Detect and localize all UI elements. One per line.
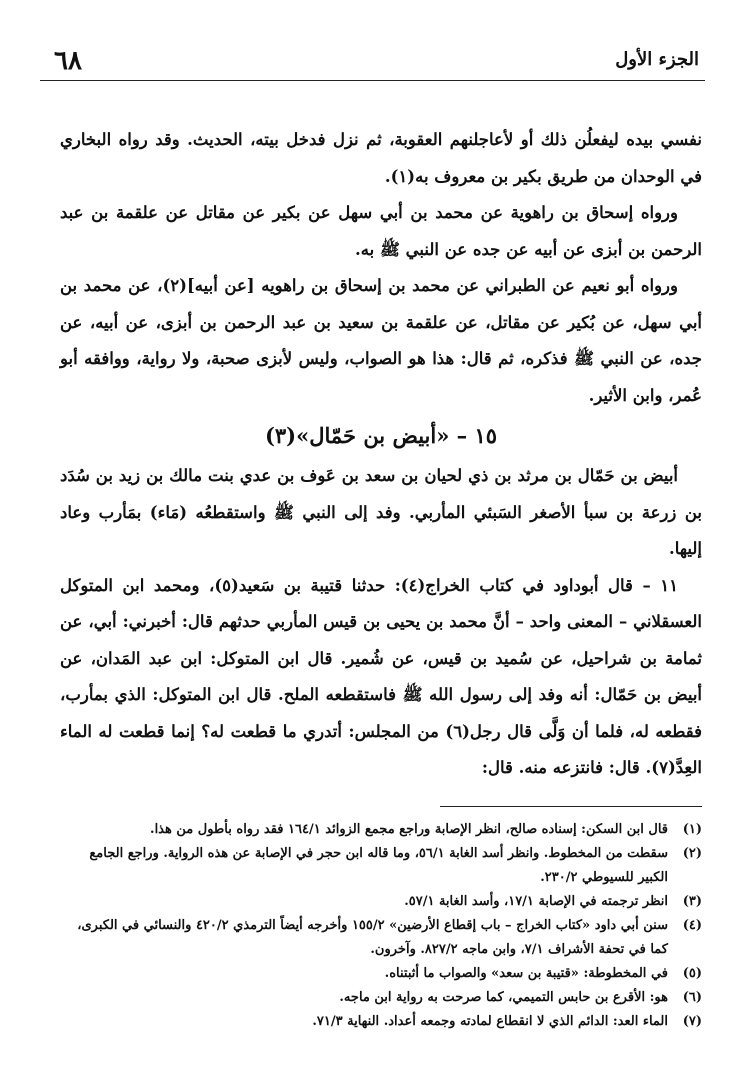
footnote-item bbox=[60, 914, 702, 962]
footnote-number: (٤) bbox=[682, 918, 702, 933]
footnote-number: (٦) bbox=[682, 990, 702, 1005]
footnote-item bbox=[60, 986, 702, 1010]
footnote-text: قال ابن السكن: إسناده صالح، انظر الإصابة وراجع مجمع الزوائد ١٦٤/١ فقد رواه بأطول من هذا. bbox=[150, 822, 668, 837]
footnote-number: (٧) bbox=[682, 1014, 702, 1029]
footnote-item bbox=[60, 818, 702, 842]
footnote-item bbox=[60, 842, 702, 890]
footnote-number: (٢) bbox=[682, 846, 702, 861]
running-title: الجزء الأول bbox=[615, 49, 699, 70]
footnote-text: سنن أبي داود «كتاب الخراج – باب إقطاع الأرضين» ١٥٥/٢ وأخرجه أيضاً الترمذي ٤٢٠/٢ والنسائي في الكبرى، كما في تحفة الأشراف ٧/١، وابن ماجه ٨٢٧/٢. وآخرون. bbox=[77, 918, 668, 957]
footnote-text: الماء العد: الدائم الذي لا انقطاع لمادته وجمعه أعداد. النهاية ٧١/٣. bbox=[312, 1014, 668, 1029]
footnote-text: هو: الأقرع بن حابس التميمي، كما صرحت به رواية ابن ماجه. bbox=[339, 990, 668, 1005]
main-text bbox=[60, 122, 702, 787]
footnote-text: انظر ترجمته في الإصابة ١٧/١، وأسد الغابة ٥٧/١. bbox=[404, 894, 668, 909]
footnote-text: سقطت من المخطوط. وانظر أسد الغابة ٥٦/١، وما قاله ابن حجر في الإصابة عن هذه الرواية. وراجع الجامع الكبير للسيوطي ٢٣٠/٢. bbox=[89, 846, 668, 885]
footnote-item bbox=[60, 962, 702, 986]
page-header bbox=[40, 40, 705, 81]
footnote-divider bbox=[440, 806, 702, 807]
footnote-number: (٣) bbox=[682, 894, 702, 909]
paragraph-hadith-end: نفسي بيده ليفعلُن ذلك أو لأعاجلنهم العقوبة، ثم نزل فدخل بيته، الحديث. وقد رواه البخاري في الوحدان من طريق بكير بن معروف به(١). bbox=[60, 130, 702, 186]
paragraph-biography: أبيض بن حَمّال بن مرثد بن ذي لحيان بن سعد بن عَوف بن عدي بنت مالك بن زيد بن سُدَد بن زرعة بن سبأ الأصغر السَبئي المأربي. وفد إلى النبي ﷺ واستقطعُه (مَاء) بمَأرب وعاد إليها. bbox=[60, 466, 702, 558]
footnotes bbox=[60, 818, 702, 1034]
paragraph-ishaq-narration: ورواه إسحاق بن راهوية عن محمد بن أبي سهل عن بكير عن مقاتل عن علقمة بن عبد الرحمن بن أبزى عن أبيه عن جده عن النبي ﷺ به. bbox=[60, 203, 702, 259]
footnote-number: (٥) bbox=[682, 966, 702, 981]
footnote-item bbox=[60, 1010, 702, 1034]
footnote-number: (١) bbox=[682, 822, 702, 837]
entry-heading: ١٥ – «أبيض بن حَمّال»(٣) bbox=[264, 423, 498, 448]
paragraph-abu-nuaim-narration: ورواه أبو نعيم عن الطبراني عن محمد بن إسحاق بن راهويه [عن أبيه](٢)، عن محمد بن أبي سهل، عن بُكير عن مقاتل، عن علقمة بن سعيد بن عبد الرحمن بن أبزى، عن أبيه، عن جده، عن النبي ﷺ فذكره، ثم قال: هذا هو الصواب، وليس لأبزى صحبة، ولا رواية، ووافقه أبو عُمر، وابن الأثير. bbox=[60, 276, 702, 405]
footnote-text: في المخطوطة: «قتيبة بن سعد» والصواب ما أثبتناه. bbox=[384, 966, 668, 981]
paragraph-hadith-11: ١١ – قال أبوداود في كتاب الخراج(٤): حدثنا قتيبة بن سَعيد(٥)، ومحمد ابن المتوكل العسقلاني – المعنى واحد – أنَّ محمد بن يحيى بن قيس المأربي حدثهم قال: أخبرني: أبي، عن ثمامة بن شراحيل، عن سُميد بن قيس، عن شُمير. قال ابن المتوكل: ابن عبد المَدان، عن أبيض بن حَمّال: أنه وفد إلى رسول الله ﷺ فاستقطعه الملح. قال ابن المتوكل: الذي بمأرب، فقطعه له، فلما أن وَلَّى قال رجل(٦) من المجلس: أتدري ما قطعت له؟ إنما قطعت له الماء العِدَّ(٧). قال: فانتزعه منه. قال: bbox=[60, 575, 702, 777]
footnote-item bbox=[60, 890, 702, 914]
page-number: ٦٨ bbox=[54, 46, 82, 76]
